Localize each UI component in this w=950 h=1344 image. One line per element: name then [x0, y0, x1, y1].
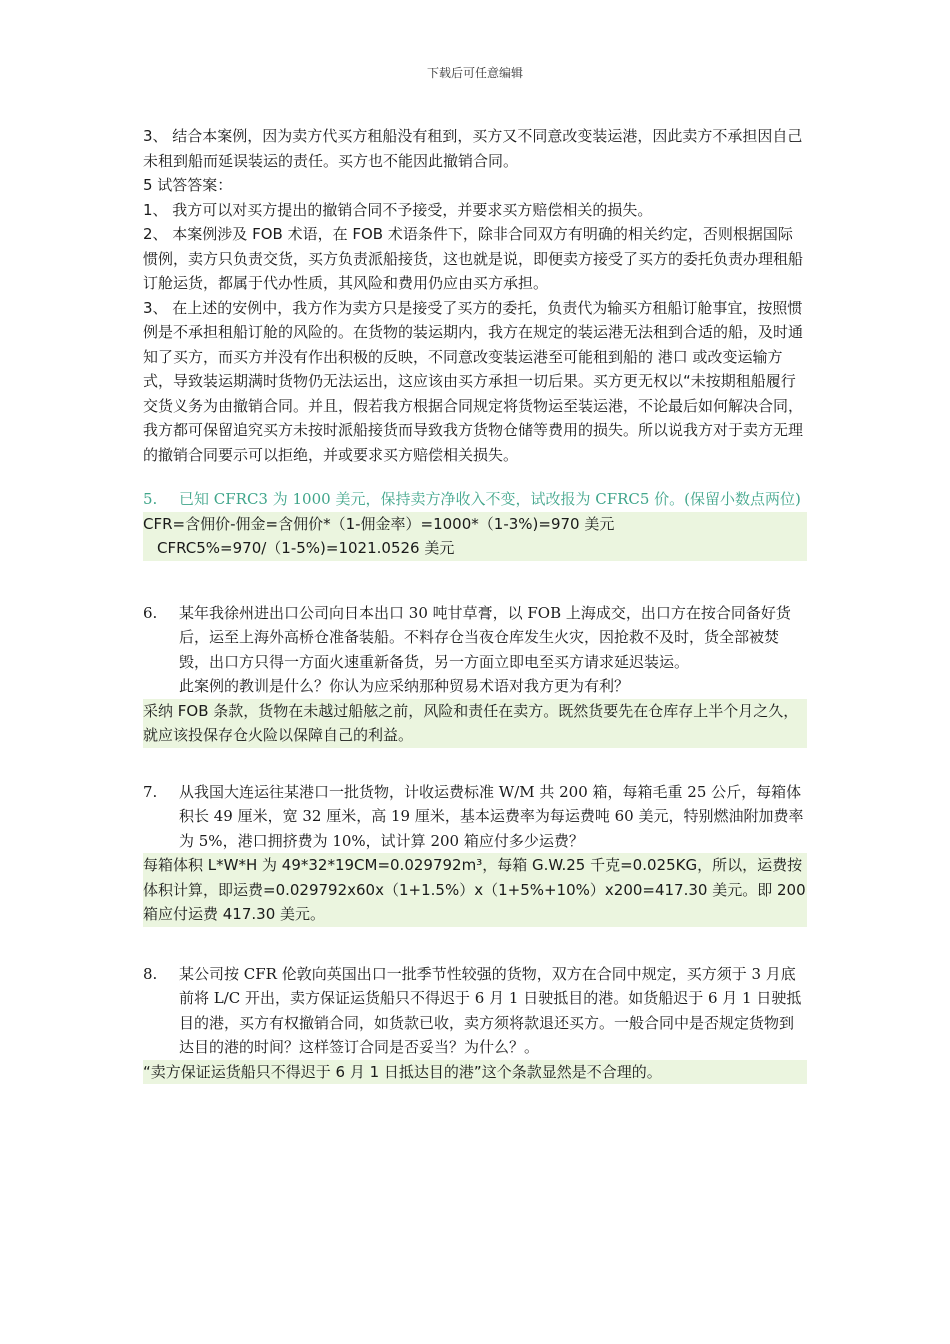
question-6 [143, 601, 807, 699]
answer-line: CFR=含佣价-佣金=含佣价*（1-佣金率）=1000*（1-3%)=970 美元 [143, 514, 615, 533]
spacer [143, 927, 807, 962]
spacer [143, 748, 807, 780]
answer-7: 每箱体积 L*W*H 为 49*32*19CM=0.029792m³，每箱 G.W.25 千克=0.025KG，所以，运费按体积计算，即运费=0.029792x60x（1+1.5%）x（1+5%+10%）x200=417.30 美元。即 200 箱应付运费 417.30 美元。 [143, 853, 807, 927]
answer-5 [143, 512, 807, 561]
paragraph: 3、 结合本案例，因为卖方代买方租船没有租到，买方又不同意改变装运港，因此卖方不承担因自己未租到船而延误装运的责任。买方也不能因此撤销合同。 [143, 127, 803, 170]
question-5 [143, 487, 807, 512]
page-header: 下载后可任意编辑 [426, 66, 523, 80]
section-heading: 5 试答答案： [143, 176, 233, 194]
answer-6: 采纳 FOB 条款，货物在未越过船舷之前，风险和责任在卖方。既然货要先在仓库存上半个月之久，就应该投保存仓火险以保障自己的利益。 [143, 699, 807, 748]
spacer [143, 467, 807, 487]
question-number: 6. [143, 603, 158, 622]
spacer [143, 561, 807, 601]
question-text: 某公司按 CFR 伦敦向英国出口一批季节性较强的货物，双方在合同中规定，买方须于 3 月底前将 L/C 开出，卖方保证运货船只不得迟于 6 月 1 日驶抵目的港。如货船迟于 6 月 1 日驶抵目的港，买方有权撤销合同，如货款已收，卖方须将款退还买方。一般合同中是否规定货物到达目的港的时间？这样签订合同是否妥当？为什么？。 [179, 964, 802, 1056]
question-8 [143, 962, 807, 1060]
question-subtext: 此案例的教训是什么？你认为应采纳那种贸易术语对我方更为有利？ [179, 677, 630, 695]
paragraph: 3、 在上述的安例中，我方作为卖方只是接受了买方的委托，负责代为输买方租船订舱事宜，按照惯例是不承担租船订舱的风险的。在货物的装运期内，我方在规定的装运港无法租到合适的船，及时通知了买方，而买方并没有作出积极的反映，不同意改变装运港至可能租到船的 港口 或改变运输方式，导致装运期满时货物仍无法运出，这应该由买方承担一切后果。买方更无权以“未按期租船履行交货义务为由撤销合同。并且，假若我方根据合同规定将货物运至装运港，不论最后如何解决合同，我方都可保留追究买方未按时派船接货而导致我方货物仓储等费用的损失。所以说我方对于卖方无理的撤销合同要示可以拒绝，并或要求买方赔偿相关损失。 [143, 298, 804, 464]
paragraph: 2、 本案例涉及 FOB 术语，在 FOB 术语条件下，除非合同双方有明确的相关约定，否则根据国际惯例，卖方只负责交货，买方负责派船接货，这也就是说，即便卖方接受了买方的委托负责办理租船订舱运货，都属于代办性质，其风险和费用仍应由买方承担。 [143, 225, 804, 292]
question-text: 某年我徐州进出口公司向日本出口 30 吨甘草膏，以 FOB 上海成交，出口方在按合同备好货后，运至上海外高桥仓准备装船。不料存仓当夜仓库发生火灾，因抢救不及时，货全部被焚毁，出口方只得一方面火速重新备货，另一方面立即电至买方请求延迟装运。 [179, 603, 791, 671]
question-7 [143, 780, 807, 854]
question-number: 5. [143, 490, 158, 508]
question-number: 8. [143, 964, 158, 983]
answer-8: “卖方保证运货船只不得迟于 6 月 1 日抵达目的港”这个条款显然是不合理的。 [143, 1060, 807, 1085]
paragraph: 1、 我方可以对买方提出的撤销合同不予接受，并要求买方赔偿相关的损失。 [143, 200, 653, 219]
question-number: 7. [143, 782, 158, 801]
document-body [143, 124, 807, 1084]
answer-line: CFRC5%=970/（1-5%)=1021.0526 美元 [157, 539, 455, 557]
question-text: 已知 CFRC3 为 1000 美元，保持卖方净收入不变，试改报为 CFRC5 价。(保留小数点两位) [179, 490, 801, 508]
question-text: 从我国大连运往某港口一批货物，计收运费标准 W/M 共 200 箱，每箱毛重 25 公斤，每箱体积长 49 厘米，宽 32 厘米，高 19 厘米，基本运费率为每运费吨 60 美元，特别燃油附加费率为 5%，港口拥挤费为 10%，试计算 200 箱应付多少运费？ [179, 782, 804, 850]
